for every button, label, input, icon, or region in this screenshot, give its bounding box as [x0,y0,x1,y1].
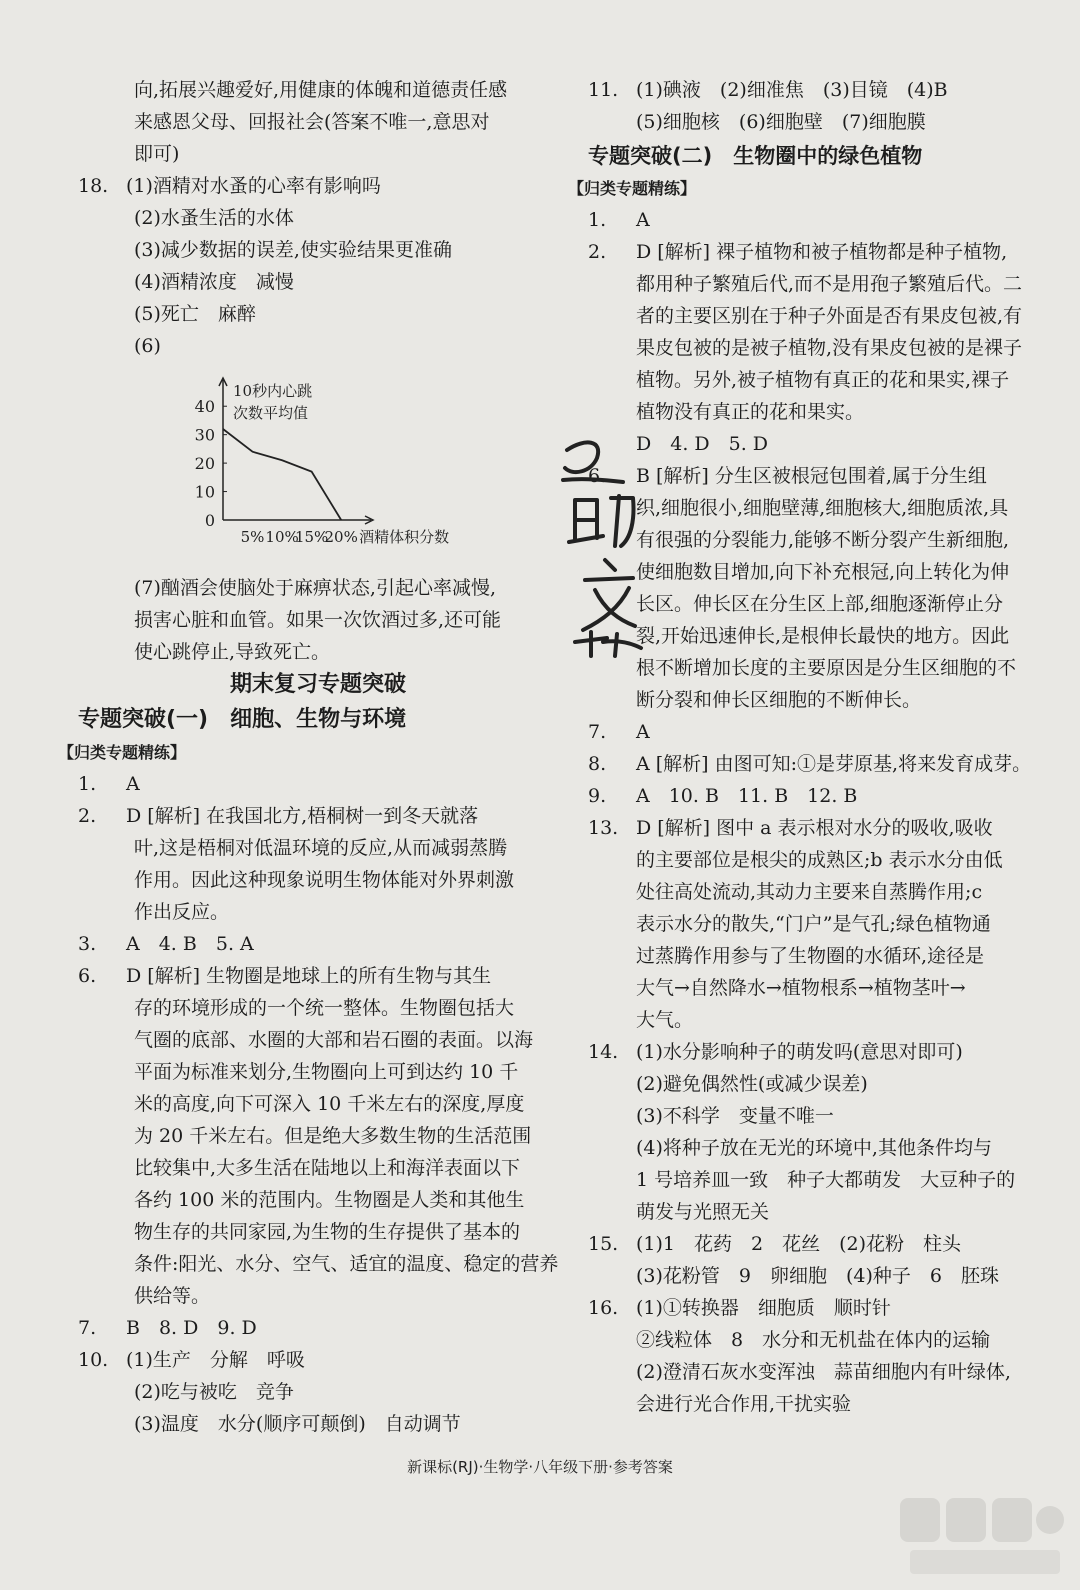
text-line [588,332,1058,364]
line-text: 比较集中,大多生活在陆地以上和海洋表面以下 [134,1157,521,1179]
line-text: 织,细胞很小,细胞壁薄,细胞核大,细胞质浓,具 [636,497,1009,519]
line-text: 会进行光合作用,干扰实验 [636,1393,852,1415]
line-text: 来感恩父母、回报社会(答案不唯一,意思对 [134,111,490,133]
item-number: 14. [588,1041,619,1063]
text-line [78,1088,558,1120]
text-line [588,1196,1058,1228]
line-text: 植物。另外,被子植物有真正的花和果实,裸子 [636,369,1010,391]
text-line [588,428,1058,460]
line-text: 叶,这是梧桐对低温环境的反应,从而减弱蒸腾 [134,837,508,859]
line-text: 向,拓展兴趣爱好,用健康的体魄和道德责任感 [134,79,508,101]
heading-section-1: 专题突破(一) 细胞、生物与环境 [78,707,407,732]
item-number: 3. [78,933,97,955]
line-text: (3)不科学 变量不唯一 [636,1105,834,1127]
line-text: (7)酗酒会使脑处于麻痹状态,引起心率减慢, [134,577,496,599]
y-axis-label: 次数平均值 [233,404,309,422]
line-text: (2)澄清石灰水变浑浊 蒜苗细胞内有叶绿体, [636,1361,1011,1383]
line-text: D [解析] 在我国北方,梧桐树一到冬天就落 [126,805,479,827]
chart-svg [78,362,450,572]
heart-rate-chart [78,362,558,572]
x-axis-label: 酒精体积分数 [359,528,450,546]
line-text: (4)酒精浓度 减慢 [134,271,294,293]
line-text: (1)生产 分解 呼吸 [126,1349,305,1371]
line-text: A [解析] 由图可知:①是芽原基,将来发育成芽。 [636,753,1032,775]
text-line [78,928,558,960]
text-line [78,768,558,800]
item-number: 10. [78,1349,109,1371]
line-text: 使细胞数目增加,向下补充根冠,向上转化为伸 [636,561,1010,583]
text-line [78,896,558,928]
line-text: 大气→自然降水→植物根系→植物茎叶→ [636,977,966,999]
right-column [568,74,1058,1420]
text-line [588,1260,1058,1292]
item-number: 6. [78,965,97,987]
text-line [588,300,1058,332]
line-text: 有很强的分裂能力,能够不断分裂产生新细胞, [636,529,1010,551]
item-number: 2. [78,805,97,827]
text-line [588,268,1058,300]
text-line [588,588,1058,620]
item-number: 8. [588,753,607,775]
text-line [78,1280,558,1312]
line-text: (5)细胞核 (6)细胞壁 (7)细胞膜 [636,111,926,133]
text-line [588,556,1058,588]
item-number: 11. [588,79,619,101]
line-text: D [解析] 裸子植物和被子植物都是种子植物, [636,241,1008,263]
line-text: (1)水分影响种子的萌发吗(意思对即可) [636,1041,963,1063]
line-text: (1)碘液 (2)细准焦 (3)目镜 (4)B [636,79,948,101]
right-lines-answers [588,204,1058,1420]
text-line [588,972,1058,1004]
text-line [588,236,1058,268]
y-tick-label: 10 [194,482,215,502]
watermark-logo [880,1480,1070,1590]
text-line [588,1388,1058,1420]
line-text: ②线粒体 8 水分和无机盐在体内的运输 [636,1329,991,1351]
y-axis-label: 10秒内心跳 [233,382,313,400]
item-number: 1. [588,209,607,231]
tag-practice-2: 【归类专题精练】 [568,179,697,198]
y-tick-label: 40 [194,397,215,417]
line-text: 大气。 [636,1009,694,1031]
line-text: (3)减少数据的误差,使实验结果更准确 [134,239,452,261]
text-line [588,1324,1058,1356]
text-line [78,138,558,170]
line-text: D [解析] 图中 a 表示根对水分的吸收,吸收 [636,817,993,839]
line-text: 条件:阳光、水分、空气、适宜的温度、稳定的营养 [134,1253,559,1275]
line-text: 的主要部位是根尖的成熟区;b 表示水分由低 [636,849,1003,871]
line-text: (2)水蚤生活的水体 [134,207,294,229]
text-line [78,832,558,864]
x-tick-label: 5% [240,528,265,546]
line-text: A [636,209,650,231]
text-line [78,960,558,992]
line-text: (4)将种子放在无光的环境中,其他条件均与 [636,1137,992,1159]
text-line [78,800,558,832]
x-tick-label: 20% [324,528,358,546]
text-line [588,716,1058,748]
text-line [78,266,558,298]
series-line [223,429,341,520]
line-text: (1)1 花药 2 花丝 (2)花粉 柱头 [636,1233,962,1255]
line-text: 断分裂和伸长区细胞的不断伸长。 [636,689,922,711]
text-line [78,572,558,604]
right-lines-top [588,74,1058,138]
line-text: A 4. B 5. A [126,933,254,955]
line-text: 使心跳停止,导致死亡。 [134,641,331,663]
line-text: D 4. D 5. D [636,433,769,455]
left-column [58,74,559,1440]
text-line [588,74,1058,106]
line-text: B 8. D 9. D [126,1317,257,1339]
text-line [78,74,558,106]
text-line [588,620,1058,652]
line-text: 萌发与光照无关 [636,1201,770,1223]
line-text: 植物没有真正的花和果实。 [636,401,865,423]
text-line [588,460,1058,492]
text-line [588,492,1058,524]
left-lines-answer7 [78,572,558,668]
line-text: 都用种子繁殖后代,而不是用孢子繁殖后代。二 [636,273,1023,295]
text-line [78,1248,558,1280]
line-text: (2)吃与被吃 竞争 [134,1381,294,1403]
text-line [78,1056,558,1088]
text-line [78,330,558,362]
text-line [78,298,558,330]
text-line [588,1228,1058,1260]
line-text: (1)酒精对水蚤的心率有影响吗 [126,175,381,197]
line-text: 为 20 千米左右。但是绝大多数生物的生活范围 [134,1125,532,1147]
y-tick-label: 0 [204,511,215,530]
line-text: 果皮包被的是被子植物,没有果皮包被的是裸子 [636,337,1023,359]
line-text: 处往高处流动,其动力主要来自蒸腾作用;c [636,881,983,903]
line-text: 根不断增加长度的主要原因是分生区细胞的不 [636,657,1017,679]
text-line [588,1068,1058,1100]
text-line [78,636,558,668]
text-line [78,106,558,138]
tag-practice-1: 【归类专题精练】 [58,743,187,762]
item-number: 2. [588,241,607,263]
text-line [78,864,558,896]
x-tick-label: 15% [294,528,329,546]
line-text: A 10. B 11. B 12. B [636,785,858,807]
line-text: 物生存的共同家园,为生物的生存提供了基本的 [134,1221,521,1243]
text-line [78,170,558,202]
line-text: B [解析] 分生区被根冠包围着,属于分生组 [636,465,987,487]
line-text: 过蒸腾作用参与了生物圈的水循环,途径是 [636,945,985,967]
x-tick-label: 10% [265,528,299,546]
left-lines-top [78,74,558,362]
text-line [78,1344,558,1376]
line-text: (5)死亡 麻醉 [134,303,256,325]
text-line [588,1164,1058,1196]
text-line [78,604,558,636]
line-text: A [636,721,650,743]
left-lines-answers [78,768,558,1440]
text-line [588,1132,1058,1164]
text-line [78,1408,558,1440]
line-text: (6) [134,335,161,357]
item-number: 9. [588,785,607,807]
text-line [588,844,1058,876]
line-text: 作用。因此这种现象说明生物体能对外界刺激 [134,869,515,891]
text-line [588,1004,1058,1036]
text-line [78,1120,558,1152]
line-text: 作出反应。 [134,901,230,923]
text-line [588,748,1058,780]
line-text: 气圈的底部、水圈的大部和岩石圈的表面。以海 [134,1029,534,1051]
text-line [588,1100,1058,1132]
text-line [588,106,1058,138]
line-text: (1)①转换器 细胞质 顺时针 [636,1297,891,1319]
y-tick-label: 20 [194,454,215,474]
item-number: 1. [78,773,97,795]
line-text: 1 号培养皿一致 种子大都萌发 大豆种子的 [636,1169,1016,1191]
line-text: 者的主要区别在于种子外面是否有果皮包被,有 [636,305,1023,327]
line-text: 供给等。 [134,1285,211,1307]
line-text: 平面为标准来划分,生物圈向上可到达约 10 千 [134,1061,519,1083]
item-number: 7. [588,721,607,743]
text-line [78,1376,558,1408]
text-line [78,1184,558,1216]
footer: 新课标(RJ)·生物学·八年级下册·参考答案 [407,1458,673,1476]
y-tick-label: 30 [194,425,215,445]
text-line [588,396,1058,428]
line-text: 长区。伸长区在分生区上部,细胞逐渐停止分 [636,593,1004,615]
text-line [588,940,1058,972]
text-line [78,1024,558,1056]
text-line [588,1356,1058,1388]
text-line [78,234,558,266]
item-number: 18. [78,175,109,197]
line-text: (3)花粉管 9 卵细胞 (4)种子 6 胚珠 [636,1265,1000,1287]
text-line [588,524,1058,556]
line-text: 表示水分的散失,“门户”是气孔;绿色植物通 [636,913,991,935]
item-number: 16. [588,1297,619,1319]
handwritten-signature [545,420,655,660]
line-text: 各约 100 米的范围内。生物圈是人类和其他生 [134,1189,525,1211]
text-line [78,992,558,1024]
line-text: D [解析] 生物圈是地球上的所有生物与其生 [126,965,492,987]
line-text: 存的环境形成的一个统一整体。生物圈包括大 [134,997,515,1019]
text-line [588,652,1058,684]
item-number: 15. [588,1233,619,1255]
line-text: (2)避免偶然性(或减少误差) [636,1073,868,1095]
line-text: A [126,773,140,795]
line-text: 即可) [134,143,180,165]
text-line [588,1292,1058,1324]
text-line [588,204,1058,236]
text-line [78,202,558,234]
text-line [588,876,1058,908]
text-line [78,1152,558,1184]
heading-main: 期末复习专题突破 [229,672,406,697]
text-line [588,780,1058,812]
text-line [588,364,1058,396]
text-line [588,684,1058,716]
line-text: 损害心脏和血管。如果一次饮酒过多,还可能 [134,609,502,631]
line-text: 裂,开始迅速伸长,是根伸长最快的地方。因此 [636,625,1010,647]
text-line [588,908,1058,940]
text-line [588,1036,1058,1068]
line-text: (3)温度 水分(顺序可颠倒) 自动调节 [134,1413,461,1435]
heading-section-2: 专题突破(二) 生物圈中的绿色植物 [588,144,923,168]
item-number: 7. [78,1317,97,1339]
item-number: 6. [588,465,607,487]
text-line [588,812,1058,844]
text-line [78,1216,558,1248]
text-line [78,1312,558,1344]
line-text: 米的高度,向下可深入 10 千米左右的深度,厚度 [134,1093,525,1115]
item-number: 13. [588,817,619,839]
